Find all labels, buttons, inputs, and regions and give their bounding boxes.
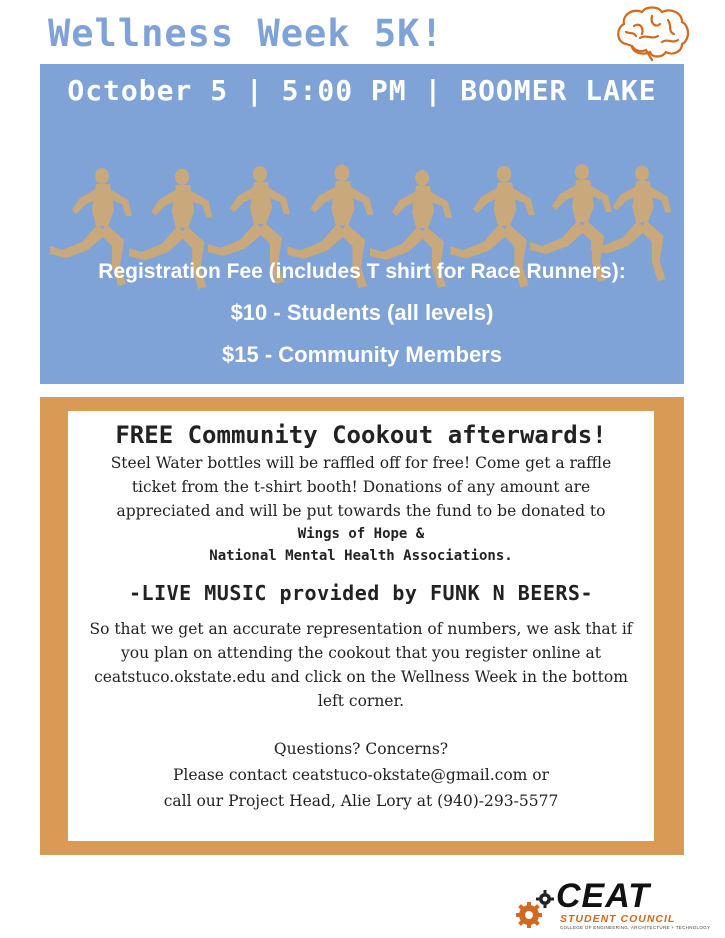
flyer-title: Wellness Week 5K!	[48, 12, 444, 55]
event-date-location: October 5 | 5:00 PM | BOOMER LAKE	[67, 74, 657, 107]
fee-heading: Registration Fee (includes T shirt for Race Runners):	[98, 260, 626, 283]
registration-text: So that we get an accurate representation of numbers, we ask that if you plan on attending the cookout that you register online at ceatstuco.okstate.edu and click on the Wellness Week in the bottom left corner.	[89, 620, 633, 710]
logo-subtitle: STUDENT COUNCIL	[560, 913, 676, 925]
fee-students: $10 - Students (all levels)	[230, 300, 494, 325]
contact-line-phone: call our Project Head, Alie Lory at (940)-293-5577	[163, 792, 559, 810]
ceat-logo	[514, 877, 711, 931]
raffle-text: Steel Water bottles will be raffled off for free! Come get a raffle ticket from the t-shirt booth! Donations of any amount are appreciated and will be put towards the fund to be donated to	[110, 454, 612, 520]
cookout-details	[68, 411, 654, 841]
cookout-title: FREE Community Cookout afterwards!	[115, 421, 607, 449]
contact-line-email: Please contact ceatstuco-okstate@gmail.com or	[172, 766, 550, 784]
beneficiary-nmha: National Mental Health Associations.	[209, 548, 513, 564]
live-music-line: -LIVE MUSIC provided by FUNK N BEERS-	[128, 581, 594, 605]
logo-name: CEAT	[556, 877, 651, 915]
fee-community: $15 - Community Members	[222, 342, 502, 367]
logo-college: COLLEGE OF ENGINEERING, ARCHITECTURE + TECHNOLOGY	[560, 925, 711, 930]
registration-fees	[40, 252, 684, 376]
beneficiary-wings-of-hope: Wings of Hope &	[297, 526, 425, 542]
questions-line: Questions? Concerns?	[273, 740, 449, 758]
event-banner	[40, 64, 684, 384]
cookout-frame	[40, 397, 684, 855]
gear-icon	[514, 889, 554, 929]
brain-icon	[612, 4, 692, 64]
